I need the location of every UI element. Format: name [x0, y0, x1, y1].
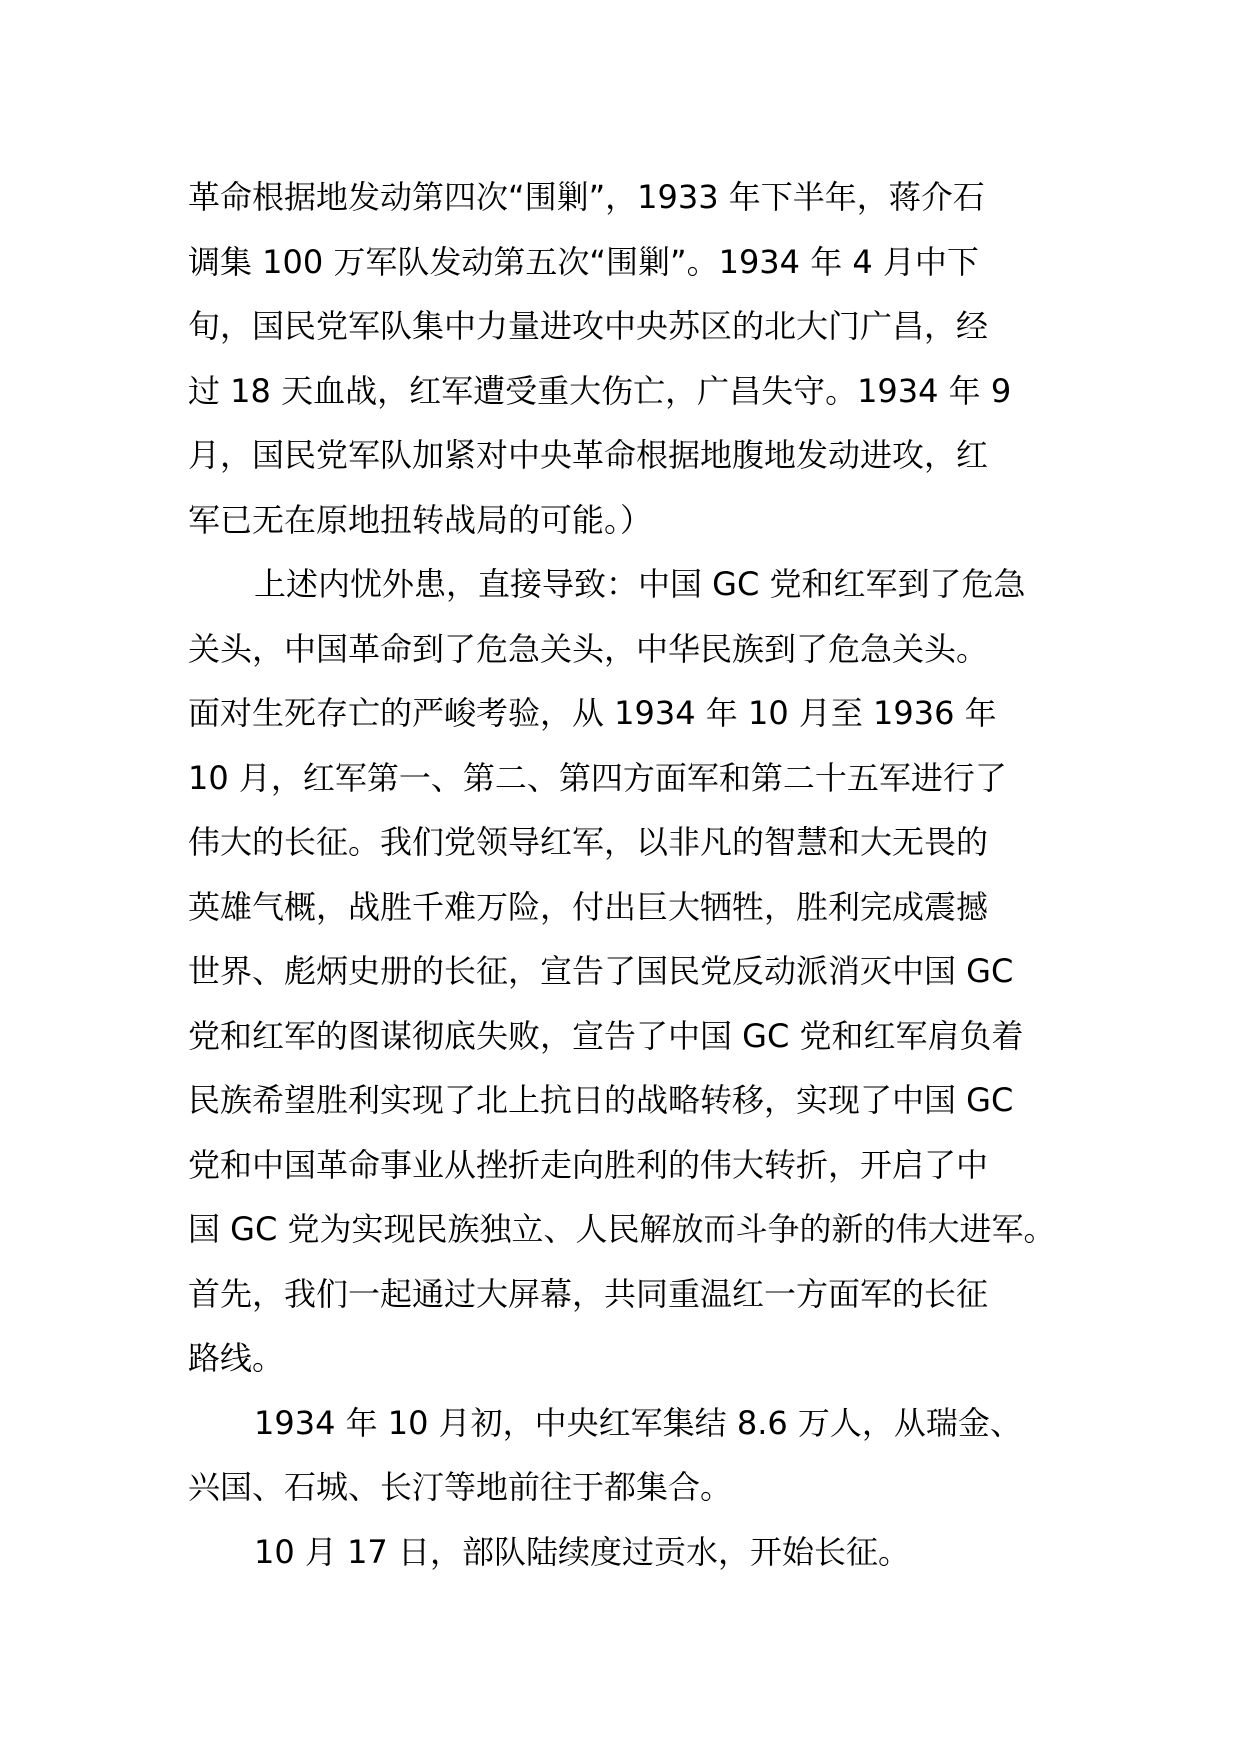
text-line: 调集 100 万军队发动第五次“围剿”。1934 年 4 月中下 — [188, 242, 979, 281]
text-line: 伟大的长征。我们党领导红军，以非凡的智慧和大无畏的 — [188, 823, 989, 861]
text-line: 世界、彪炳史册的长征，宣告了国民党反动派消灭中国 GC — [188, 952, 1014, 990]
text-line: 英雄气概，战胜千难万险，付出巨大牺牲，胜利完成震撼 — [188, 887, 989, 926]
text-line: 首先，我们一起通过大屏幕，共同重温红一方面军的长征 — [188, 1274, 989, 1313]
body-text — [188, 165, 1068, 1584]
text-line: 民族希望胜利实现了北上抗日的战略转移，实现了中国 GC — [188, 1081, 1014, 1119]
text-line: 党和红军的图谋彻底失败，宣告了中国 GC 党和红军肩负着 — [188, 1016, 1024, 1055]
paragraph-first-line: 10 月 17 日，部队陆续度过贡水，开始长征。 — [254, 1532, 910, 1571]
paragraph-first-line: 1934 年 10 月初，中央红军集结 8.6 万人，从瑞金、 — [254, 1403, 1022, 1442]
text-line: 党和中国革命事业从挫折走向胜利的伟大转折，开启了中 — [188, 1145, 989, 1184]
text-line: 路线。 — [188, 1339, 285, 1377]
text-line: 月，国民党军队加紧对中央革命根据地腹地发动进攻，红 — [188, 436, 989, 474]
text-line: 面对生死存亡的严峻考验，从 1934 年 10 月至 1936 年 — [188, 694, 997, 732]
text-line: 关头，中国革命到了危急关头，中华民族到了危急关头。 — [188, 629, 989, 668]
text-line: 过 18 天血战，红军遭受重大伤亡，广昌失守。1934 年 9 — [188, 371, 1012, 410]
text-line: 国 GC 党为实现民族独立、人民解放而斗争的新的伟大进军。 — [188, 1210, 1056, 1248]
text-line: 兴国、石城、长汀等地前往于都集合。 — [188, 1468, 733, 1506]
paragraph-first-line: 上述内忧外患，直接导致：中国 GC 党和红军到了危急 — [254, 565, 1026, 603]
text-line: 10 月，红军第一、第二、第四方面军和第二十五军进行了 — [188, 758, 1007, 797]
text-line: 旬，国民党军队集中力量进攻中央苏区的北大门广昌，经 — [188, 307, 989, 345]
text-line: 军已无在原地扭转战局的可能。） — [188, 500, 653, 539]
text-line: 革命根据地发动第四次“围剿”，1933 年下半年，蒋介石 — [188, 178, 985, 216]
